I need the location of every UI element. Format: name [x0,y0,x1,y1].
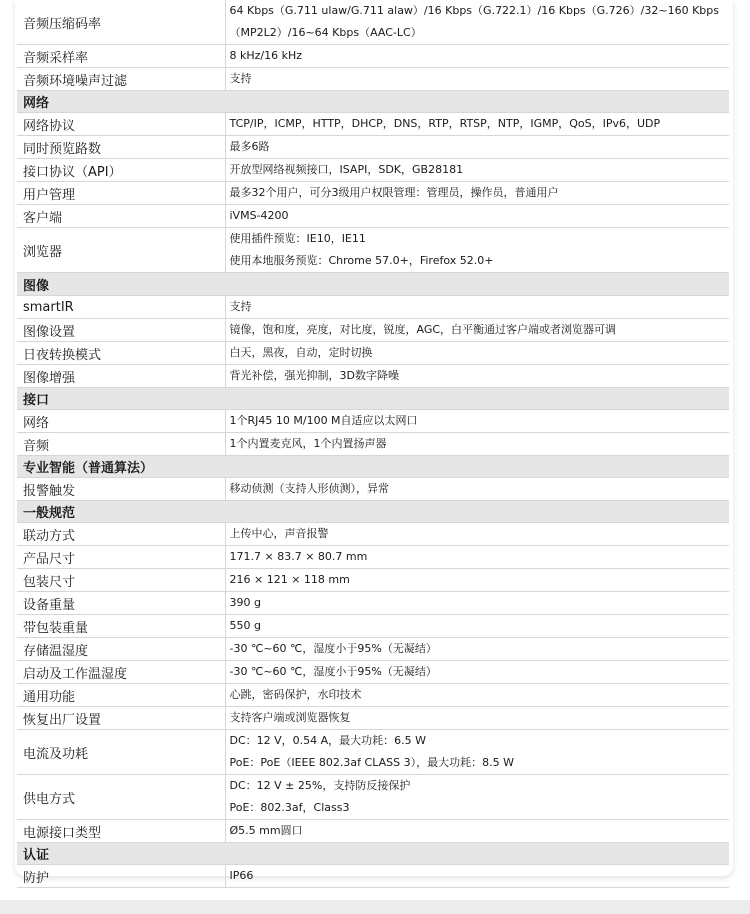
spec-label: 网络协议 [17,113,225,136]
spec-value-line: 支持 [229,300,252,313]
spec-value-line: Ø5.5 mm圆口 [229,824,303,837]
section-title: 网络 [17,91,729,113]
spec-value-line: TCP/IP，ICMP，HTTP，DHCP，DNS，RTP，RTSP，NTP，IGMP，QoS，IPv6，UDP [229,117,661,130]
spec-value-line: （MP2L2）/16~64 Kbps（AAC-LC） [229,26,422,39]
section-title: 图像 [17,273,729,296]
spec-value [225,68,729,91]
spec-label: 包装尺寸 [17,569,225,592]
section-title: 专业智能（普通算法） [17,456,729,478]
spec-label: 存储温湿度 [17,638,225,661]
spec-value-line: -30 ℃~60 ℃，湿度小于95%（无凝结） [229,642,437,655]
spec-row [17,546,729,569]
spec-value [225,319,729,342]
spec-value-line: 64 Kbps（G.711 ulaw/G.711 alaw）/16 Kbps（G.722.1）/16 Kbps（G.726）/32~160 Kbps [229,4,719,17]
section-header [17,273,729,296]
spec-value-line: IP66 [229,869,254,882]
spec-value [225,638,729,661]
section-header [17,501,729,523]
spec-table-body [17,0,729,888]
section-title: 一般规范 [17,501,729,523]
spec-label: 防护 [17,865,225,888]
spec-value [225,342,729,365]
spec-value [225,136,729,159]
spec-value [225,592,729,615]
section-header [17,91,729,113]
spec-label: 音频采样率 [17,45,225,68]
spec-value [225,478,729,501]
spec-row [17,319,729,342]
spec-label: 网络 [17,410,225,433]
spec-value-line: 390 g [229,596,261,609]
spec-label: 用户管理 [17,182,225,205]
spec-value-line: 最多32个用户，可分3级用户权限管理：管理员，操作员，普通用户 [229,186,559,199]
spec-row [17,342,729,365]
spec-value [225,707,729,730]
spec-row [17,228,729,273]
spec-row [17,569,729,592]
spec-value [225,546,729,569]
spec-row [17,113,729,136]
spec-value-line: 171.7 × 83.7 × 80.7 mm [229,550,368,563]
spec-row [17,592,729,615]
spec-value-line: 支持 [229,72,252,85]
spec-value [225,569,729,592]
spec-label: 图像设置 [17,319,225,342]
spec-row [17,365,729,388]
spec-value [225,615,729,638]
spec-value-line: 216 × 121 × 118 mm [229,573,350,586]
spec-value-line: 上传中心，声音报警 [229,527,329,540]
spec-value-line: DC：12 V ± 25%，支持防反接保护 [229,779,411,792]
spec-label: 带包装重量 [17,615,225,638]
spec-value [225,433,729,456]
spec-label: 客户端 [17,205,225,228]
spec-row [17,661,729,684]
spec-row [17,182,729,205]
spec-value [225,182,729,205]
spec-value-line: 1个RJ45 10 M/100 M自适应以太网口 [229,414,418,427]
spec-label: 通用功能 [17,684,225,707]
spec-value [225,523,729,546]
spec-label: 音频环境噪声过滤 [17,68,225,91]
spec-row [17,775,729,820]
spec-value-line: PoE：PoE（IEEE 802.3af CLASS 3），最大功耗：8.5 W [229,756,514,769]
spec-label: 同时预览路数 [17,136,225,159]
spec-value [225,228,729,273]
spec-value [225,159,729,182]
spec-value [225,410,729,433]
spec-value [225,661,729,684]
spec-value [225,0,729,45]
spec-label: 接口协议（API） [17,159,225,182]
spec-value [225,730,729,775]
spec-row [17,523,729,546]
spec-row [17,638,729,661]
spec-row [17,730,729,775]
spec-label: 供电方式 [17,775,225,820]
spec-value [225,865,729,888]
spec-label: 设备重量 [17,592,225,615]
spec-row [17,68,729,91]
spec-value [225,684,729,707]
spec-row [17,707,729,730]
spec-value-line: DC：12 V，0.54 A，最大功耗：6.5 W [229,734,427,747]
spec-value-line: 1个内置麦克风，1个内置扬声器 [229,437,387,450]
spec-row [17,45,729,68]
spec-value-line: 使用插件预览：IE10，IE11 [229,232,366,245]
section-title: 认证 [17,843,729,865]
spec-row [17,865,729,888]
spec-row [17,433,729,456]
spec-value [225,775,729,820]
spec-label: 报警触发 [17,478,225,501]
spec-value-line: 镜像，饱和度，亮度，对比度，锐度，AGC，白平衡通过客户端或者浏览器可调 [229,323,617,336]
spec-row [17,820,729,843]
spec-value-line: 移动侦测（支持人形侦测），异常 [229,482,389,495]
spec-card [15,0,733,886]
spec-label: 启动及工作温湿度 [17,661,225,684]
spec-label: 联动方式 [17,523,225,546]
spec-row [17,410,729,433]
spec-value [225,205,729,228]
spec-value-line: iVMS-4200 [229,209,289,222]
spec-table [17,0,729,888]
spec-value-line: 支持客户端或浏览器恢复 [229,711,351,724]
spec-label: 电源接口类型 [17,820,225,843]
spec-label: 产品尺寸 [17,546,225,569]
spec-value-line: 最多6路 [229,140,270,153]
spec-value-line: 使用本地服务预览：Chrome 57.0+，Firefox 52.0+ [229,254,494,267]
spec-value-line: 心跳，密码保护，水印技术 [229,688,362,701]
spec-row [17,136,729,159]
spec-row [17,205,729,228]
spec-value [225,820,729,843]
spec-label: 音频压缩码率 [17,0,225,45]
spec-value [225,113,729,136]
spec-row [17,159,729,182]
spec-value [225,365,729,388]
section-header [17,456,729,478]
spec-value-line: 白天，黑夜，自动，定时切换 [229,346,373,359]
spec-label: 恢复出厂设置 [17,707,225,730]
spec-row [17,0,729,45]
section-header [17,388,729,410]
spec-value [225,296,729,319]
bottom-bar [0,900,750,914]
spec-label: smartIR [17,296,225,319]
spec-value-line: 550 g [229,619,261,632]
spec-value-line: PoE：802.3af，Class3 [229,801,350,814]
spec-label: 音频 [17,433,225,456]
spec-label: 浏览器 [17,228,225,273]
spec-value-line: 8 kHz/16 kHz [229,49,303,62]
spec-label: 电流及功耗 [17,730,225,775]
spec-row [17,478,729,501]
spec-value [225,45,729,68]
spec-row [17,615,729,638]
spec-label: 日夜转换模式 [17,342,225,365]
spec-row [17,296,729,319]
spec-value-line: 开放型网络视频接口，ISAPI，SDK，GB28181 [229,163,464,176]
spec-value-line: -30 ℃~60 ℃，湿度小于95%（无凝结） [229,665,437,678]
spec-row [17,684,729,707]
section-title: 接口 [17,388,729,410]
section-header [17,843,729,865]
spec-label: 图像增强 [17,365,225,388]
spec-value-line: 背光补偿，强光抑制，3D数字降噪 [229,369,399,382]
